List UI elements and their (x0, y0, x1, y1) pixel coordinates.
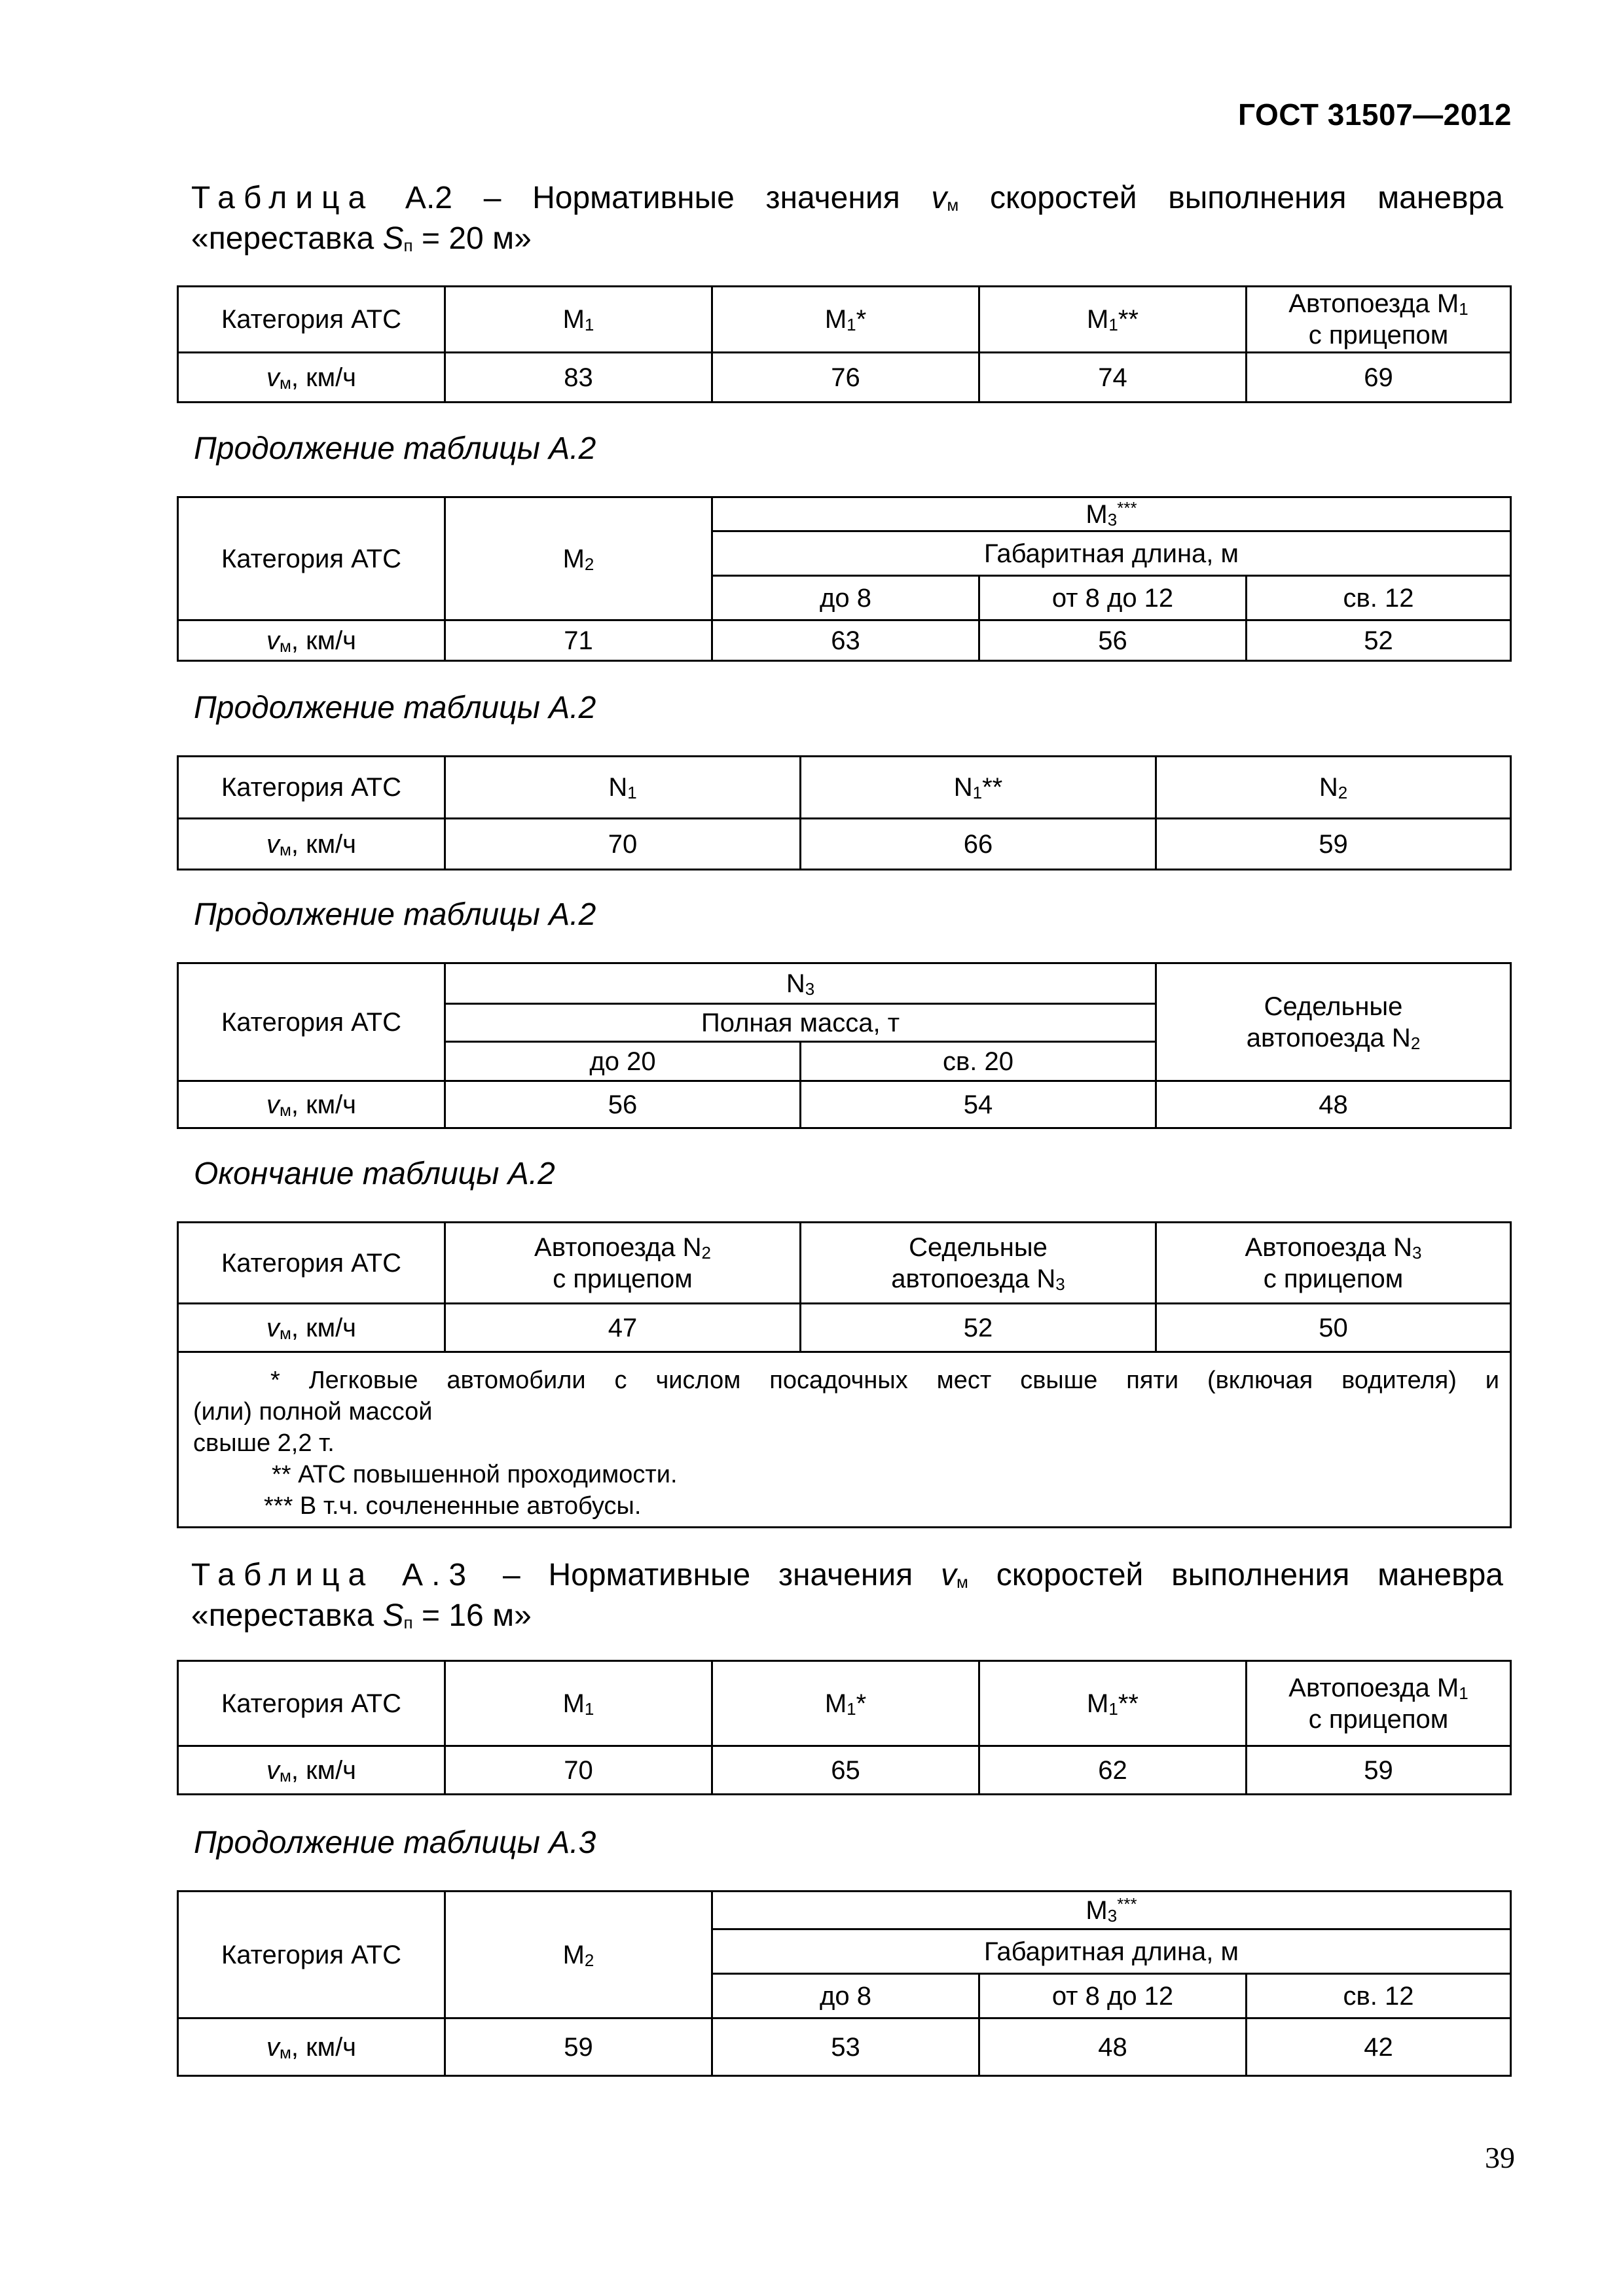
table-row (178, 819, 1511, 870)
header-n2: $N_2$ (1156, 757, 1511, 819)
caption-number: А.3 (402, 1558, 475, 1592)
category-label: Категория АТС (178, 1892, 445, 2018)
value-cell: 62 (979, 1746, 1247, 1795)
table-header-row (178, 497, 1511, 531)
value-cell: 63 (712, 620, 979, 661)
note-1-cont: (или) полной массой (193, 1398, 433, 1426)
value-cell: 59 (1247, 1746, 1511, 1795)
value-cell: 54 (801, 1081, 1156, 1128)
value-cell: 47 (445, 1304, 801, 1352)
speed-label: $v_м$, км/ч (178, 620, 445, 661)
standard-code: ГОСТ 31507—2012 (1238, 98, 1512, 132)
category-label: Категория АТС (178, 287, 445, 353)
table-a2-part3 (177, 755, 1512, 870)
category-label: Категория АТС (178, 497, 445, 620)
caption-number: А.2 (405, 181, 452, 215)
header-length-bin: от 8 до 12 (979, 576, 1247, 620)
value-cell: 53 (712, 2018, 979, 2076)
table-row (178, 2018, 1511, 2076)
header-length-bin: от 8 до 12 (979, 1974, 1247, 2018)
table-notes (178, 1352, 1511, 1528)
table-row (178, 1081, 1511, 1128)
caption-dash: – (502, 1558, 520, 1592)
value-cell: 59 (445, 2018, 712, 2076)
note-3: *** В т.ч. сочлененные автобусы. (264, 1492, 642, 1520)
header-mass-bin: св. 20 (801, 1042, 1156, 1081)
note-2: ** АТС повышенной проходимости. (272, 1461, 678, 1488)
value-cell: 71 (445, 620, 712, 661)
header-road-train-m1: Автопоезда $М_1$ с прицепом (1247, 287, 1511, 353)
table-a3-caption (191, 1555, 1503, 1636)
table-a3-part2 (177, 1890, 1512, 2077)
table-row (178, 620, 1511, 661)
note-1: * Легковые автомобили с числом посадочных мест свыше пяти (включая водителя) и (270, 1367, 1499, 1394)
caption-dash: – (483, 181, 501, 215)
value-cell: 83 (445, 353, 712, 403)
table-row (178, 353, 1511, 403)
value-cell: 42 (1247, 2018, 1511, 2076)
table-a2-part5 (177, 1221, 1512, 1528)
category-label: Категория АТС (178, 1223, 445, 1304)
value-cell: 69 (1247, 353, 1511, 403)
header-n1: $N_1$ (445, 757, 801, 819)
header-saddle-n3: Седельные автопоезда $N_3$ (801, 1223, 1156, 1304)
caption-text-after: скоростей выполнения маневра (996, 1558, 1503, 1592)
value-cell: 50 (1156, 1304, 1511, 1352)
header-length-bin: до 8 (712, 1974, 979, 2018)
value-cell: 48 (979, 2018, 1247, 2076)
header-m3: $М_3^{***}$ (712, 497, 1511, 531)
value-cell: 76 (712, 353, 979, 403)
table-row (178, 1746, 1511, 1795)
page-number: 39 (1485, 2141, 1515, 2174)
header-saddle-n2: Седельные автопоезда $N_2$ (1156, 963, 1511, 1081)
speed-label: $v_м$, км/ч (178, 819, 445, 870)
header-n3: $N_3$ (445, 963, 1156, 1004)
header-m1-star: $М_1*$ (712, 287, 979, 353)
table-a2-part1 (177, 285, 1512, 403)
header-m1: $М_1$ (445, 1661, 712, 1746)
category-label: Категория АТС (178, 963, 445, 1081)
value-cell: 74 (979, 353, 1247, 403)
caption-text: Нормативные значения (532, 181, 900, 215)
header-mass-bin: до 20 (445, 1042, 801, 1081)
header-m2: $М_2$ (445, 497, 712, 620)
header-length-bin: св. 12 (1247, 576, 1511, 620)
header-length-bin: до 8 (712, 576, 979, 620)
header-road-train-m1: Автопоезда $М_1$ с прицепом (1247, 1661, 1511, 1746)
header-length: Габаритная длина, м (712, 1929, 1511, 1974)
header-m1: $М_1$ (445, 287, 712, 353)
table-a3-part1 (177, 1660, 1512, 1795)
speed-label: $v_м$, км/ч (178, 353, 445, 403)
caption-text-after: скоростей выполнения маневра (990, 181, 1503, 215)
header-m3: $М_3^{***}$ (712, 1892, 1511, 1929)
value-cell: 59 (1156, 819, 1511, 870)
speed-label: $v_м$, км/ч (178, 1081, 445, 1128)
header-length-bin: св. 12 (1247, 1974, 1511, 2018)
table-header-row (178, 287, 1511, 353)
continuation-title: Продолжение таблицы А.2 (194, 897, 596, 932)
speed-label: $v_м$, км/ч (178, 2018, 445, 2076)
caption-label: Таблица (191, 1558, 374, 1592)
continuation-title: Продолжение таблицы А.2 (194, 431, 596, 466)
caption-line2: «переставка $S_п = 20$ м» (191, 221, 532, 256)
category-label: Категория АТС (178, 757, 445, 819)
header-m2: $М_2$ (445, 1892, 712, 2018)
end-title: Окончание таблицы А.2 (194, 1157, 555, 1191)
speed-label: $v_м$, км/ч (178, 1304, 445, 1352)
table-header-row (178, 1223, 1511, 1304)
value-cell: 48 (1156, 1081, 1511, 1128)
value-cell: 56 (979, 620, 1247, 661)
notes-row (178, 1352, 1511, 1528)
table-a2-caption (191, 178, 1503, 259)
value-cell: 70 (445, 1746, 712, 1795)
header-road-train-n2: Автопоезда $N_2$ с прицепом (445, 1223, 801, 1304)
table-header-row (178, 963, 1511, 1004)
header-m1-star: $М_1*$ (712, 1661, 979, 1746)
table-row (178, 1304, 1511, 1352)
header-m1-2star: $М_1**$ (979, 1661, 1247, 1746)
header-length: Габаритная длина, м (712, 531, 1511, 576)
continuation-title: Продолжение таблицы А.3 (194, 1825, 596, 1860)
caption-line2: «переставка $S_п = 16$ м» (191, 1598, 532, 1633)
value-cell: 56 (445, 1081, 801, 1128)
table-a2-part4 (177, 962, 1512, 1129)
category-label: Категория АТС (178, 1661, 445, 1746)
header-m1-2star: $М_1**$ (979, 287, 1247, 353)
speed-label: $v_м$, км/ч (178, 1746, 445, 1795)
table-header-row (178, 1661, 1511, 1746)
note-1-cont: свыше 2,2 т. (193, 1429, 335, 1457)
header-n1-2star: $N_1**$ (801, 757, 1156, 819)
value-cell: 70 (445, 819, 801, 870)
caption-text: Нормативные значения (548, 1558, 913, 1592)
caption-var-v: $v_м$ (931, 181, 959, 215)
value-cell: 52 (801, 1304, 1156, 1352)
value-cell: 52 (1247, 620, 1511, 661)
table-header-row (178, 1892, 1511, 1929)
value-cell: 65 (712, 1746, 979, 1795)
continuation-title: Продолжение таблицы А.2 (194, 691, 596, 725)
caption-var-v: $v_м$ (941, 1558, 968, 1592)
caption-label: Таблица (191, 181, 374, 215)
table-header-row (178, 757, 1511, 819)
header-road-train-n3: Автопоезда $N_3$ с прицепом (1156, 1223, 1511, 1304)
header-mass: Полная масса, т (445, 1004, 1156, 1042)
value-cell: 66 (801, 819, 1156, 870)
table-a2-part2 (177, 496, 1512, 662)
